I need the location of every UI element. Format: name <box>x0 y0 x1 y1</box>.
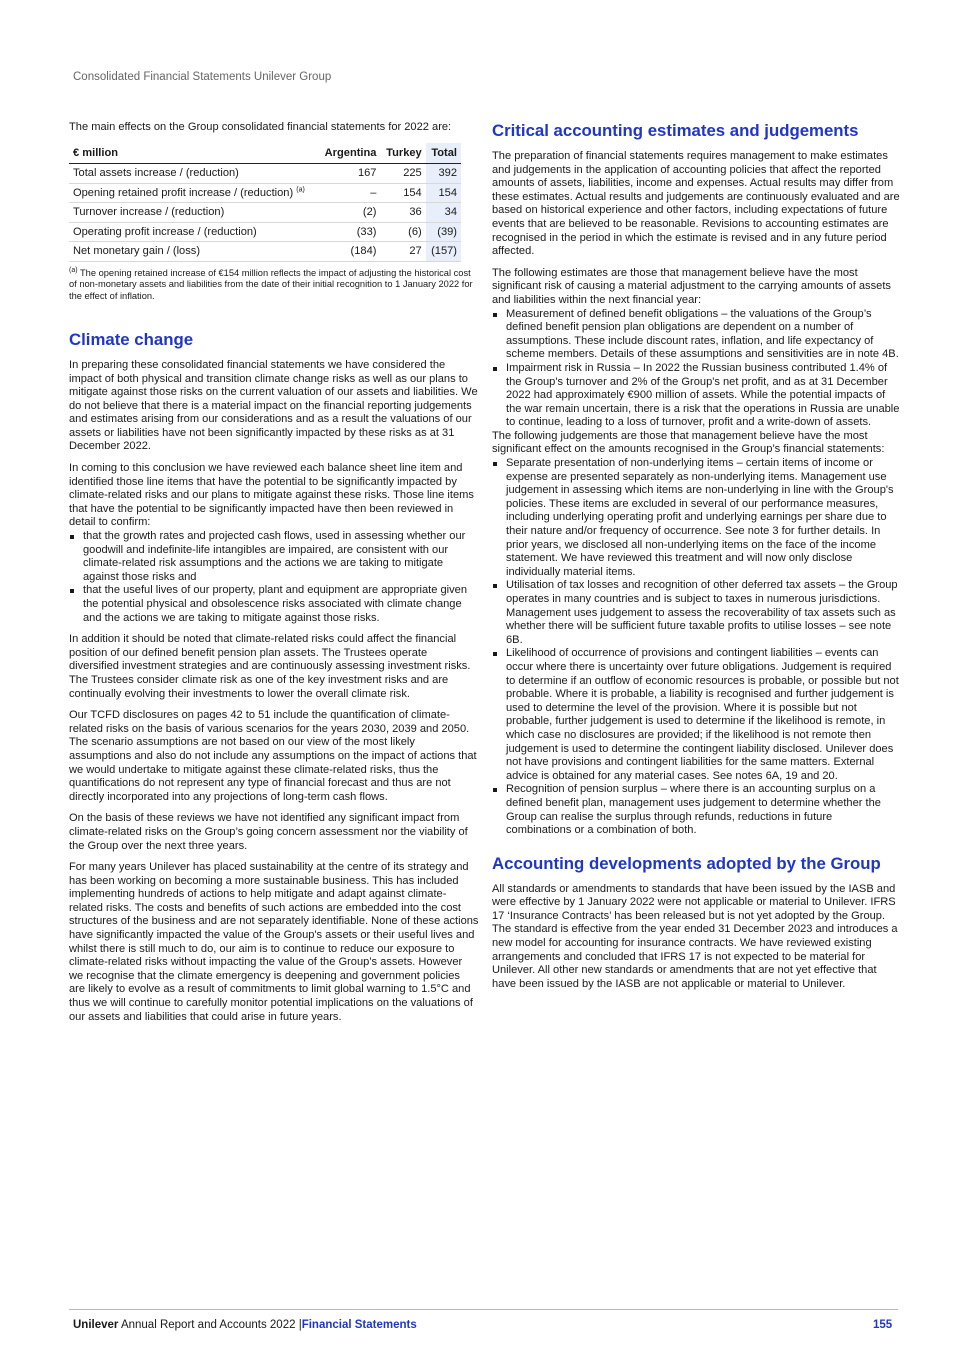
critical-paragraph: The following judgements are those that management believe have the most significant effect on the amounts recognised in the Group’s financial statements: <box>492 429 885 456</box>
row-label: Total assets increase / (reduction) <box>69 164 318 184</box>
row-label: Net monetary gain / (loss) <box>69 242 318 262</box>
climate-change-heading: Climate change <box>69 329 194 349</box>
running-header: Consolidated Financial Statements Unilever Group <box>73 71 332 83</box>
cell-turkey: (6) <box>380 222 425 242</box>
footer-divider <box>69 1309 898 1310</box>
estimates-list <box>492 308 900 430</box>
table-row <box>69 222 461 242</box>
climate-paragraph: In preparing these consolidated financial statements we have considered the impact of both physical and transition climate change risks as well as our plans to mitigate against those risks on the current valuation of our assets and liabilities. We do not believe that there is a material impact on the financial reporting judgements and estimates arising from our considerations and as a result the valuations of our assets or liabilities have not been significantly impacted by these risks as at 31 December 2022. <box>69 358 478 453</box>
row-label: Operating profit increase / (reduction) <box>69 222 318 242</box>
table-row <box>69 203 461 223</box>
list-item: Impairment risk in Russia – In 2022 the Russian business contributed 1.4% of the Group's turnover and 2% of the Group's net profit, and as at 31 December 2022 had approximately €900 million of assets. While the potential impacts of the war remain uncertain, there is a risk that the operations in Russia are unable to continue, leading to a loss of turnover, profit and a write-down of assets. <box>492 362 900 430</box>
cell-total: 392 <box>426 164 461 184</box>
header-total: Total <box>426 143 461 164</box>
table-row <box>69 183 461 203</box>
cell-total: (157) <box>426 242 461 262</box>
list-item: that the useful lives of our property, plant and equipment are appropriate given the potential physical and obsolescence risks associated with climate change and the actions we are taking to mitigate against those risks. <box>69 584 479 625</box>
cell-turkey: 27 <box>380 242 425 262</box>
list-item: Utilisation of tax losses and recognition of other deferred tax assets – the Group operates in many countries and is subject to taxes in numerous jurisdictions. Management uses judgement to assess the recoverability of tax assets such as whether there will be sufficient future taxable profits to utilise losses – see note 6B. <box>492 579 900 647</box>
climate-paragraph: On the basis of these reviews we have not identified any significant impact from climate-related risks on the Group’s going concern assessment nor the viability of the Group over the next three years. <box>69 812 468 852</box>
right-column <box>492 121 900 999</box>
effects-table <box>69 143 461 262</box>
footnote-text: The opening retained increase of €154 million reflects the impact of adjusting the historical cost of non-monetary assets and liabilities from the date of their initial recognition to 1 January 2022 for the effect of inflation. <box>69 267 473 301</box>
critical-paragraph: The preparation of financial statements requires management to make estimates and judgements in the application of accounting policies that affect the reported amounts of assets, liabilities, income and expenses. Actual results may differ from these estimates. Actual results and judgements are continuously evaluated and are based on historical experience and other factors, including expectations of future events that are believed to be reasonable. Revisions to accounting estimates are recognised in the period in which the estimate is revised and in any future period affected. <box>492 150 900 258</box>
climate-bullet-list <box>69 530 479 625</box>
list-item: Measurement of defined benefit obligations – the valuations of the Group’s defined benefit pension plan obligations are dependent on a number of assumptions. These include discount rates, inflation, and life expectancy of scheme members. Details of these assumptions and sensitivities are in note 4B. <box>492 308 900 362</box>
page-footer <box>73 1319 417 1331</box>
cell-argentina: – <box>318 183 380 203</box>
cell-argentina: (184) <box>318 242 380 262</box>
critical-estimates-heading: Critical accounting estimates and judgements <box>492 121 859 140</box>
cell-total: 154 <box>426 183 461 203</box>
accounting-developments-heading: Accounting developments adopted by the Group <box>492 853 881 873</box>
developments-paragraph: All standards or amendments to standards that have been issued by the IASB and were effective by 1 January 2022 were not applicable or material to Unilever. IFRS 17 ‘Insurance Contracts’ has been released but is not yet adopted by the Group. The standard is effective from the year ended 31 December 2023 and introduces a new model for accounting for insurance contracts. We have reviewed existing arrangements and concluded that IFRS 17 is not expected to be material for Unilever. All other new standards or amendments that are not yet effective that have been issued by the IASB are not applicable or material to Unilever. <box>492 882 898 990</box>
judgements-list <box>492 457 900 838</box>
cell-turkey: 225 <box>380 164 425 184</box>
row-label-cell <box>69 183 318 203</box>
table-footnote <box>69 268 479 302</box>
climate-paragraph: In addition it should be noted that climate-related risks could affect the financial position of our defined benefit pension plan assets. The Trustees operate diversified investment strategies and are continuously assessing investment risks. The Trustees consider climate risk as one of the key investment risks and are continually evolving their investments to lower the overall climate risk. <box>69 633 471 700</box>
cell-argentina: (33) <box>318 222 380 242</box>
footnote-marker: (a) <box>69 266 78 274</box>
climate-paragraph: Our TCFD disclosures on pages 42 to 51 include the quantification of climate-related risks on the basis of various scenarios for the years 2030, 2039 and 2050. The scenario assumptions are not based on our view of the most likely assumptions and also do not include any assumptions on the impact of actions that we would undertake to mitigate against these climate-related risks, thus the quantifications do not represent any type of financial forecast and thus are not directly incorporated into any projections of long-term cash flows. <box>69 709 477 803</box>
cell-total: (39) <box>426 222 461 242</box>
header-argentina: Argentina <box>318 143 380 164</box>
footer-separator: | <box>298 1319 302 1331</box>
header-turkey: Turkey <box>380 143 425 164</box>
header-million: € million <box>69 143 318 164</box>
table-header-row <box>69 143 461 164</box>
critical-paragraph: The following estimates are those that management believe have the most significant risk of causing a material adjustment to the carrying amounts of assets and liabilities within the next financial year: <box>492 266 891 306</box>
row-label: Turnover increase / (reduction) <box>69 203 318 223</box>
list-item: that the growth rates and projected cash flows, used in assessing whether our goodwill and indefinite-life intangibles are impaired, are consistent with our climate-related risk assumptions and the actions we are taking to mitigate against those risks and <box>69 530 479 584</box>
page-number: 155 <box>873 1319 893 1331</box>
cell-turkey: 36 <box>380 203 425 223</box>
cell-turkey: 154 <box>380 183 425 203</box>
climate-paragraph: In coming to this conclusion we have reviewed each balance sheet line item and identified those line items that have the potential to be significantly impacted by climate-related risks and our plans to mitigate against these risks. Those line items that have the potential to be significantly impacted have then been reviewed in detail to confirm: <box>69 462 474 529</box>
footer-brand: Unilever <box>73 1319 119 1331</box>
cell-argentina: (2) <box>318 203 380 223</box>
row-label: Opening retained profit increase / (reduction) <box>73 186 294 199</box>
list-item: Recognition of pension surplus – where there is an accounting surplus on a defined benefit plan, management uses judgement to determine whether the Group can realise the surplus through refunds, reductions in future combinations or a combination of both. <box>492 783 900 837</box>
cell-argentina: 167 <box>318 164 380 184</box>
intro-text: The main effects on the Group consolidated financial statements for 2022 are: <box>69 121 452 133</box>
footer-section-link[interactable]: Financial Statements <box>301 1319 417 1331</box>
climate-paragraph: For many years Unilever has placed sustainability at the centre of its strategy and has been working on becoming a more sustainable business. This has included implementing hundreds of actions to help mitigate and adapt against climate-related risks. The costs and benefits of such actions are embedded into the cost structures of the business and are not separately identifiable. None of these actions have significantly impacted the value of the Group's assets or their useful lives and whilst there is still much to do, our aim is to continue to reduce our exposure to climate-related risks without impacting the value of the Group’s assets. However we recognise that the climate emergency is deepening and government policies are likely to evolve as a result of commitments to limit global warning to 1.5°C and thus we will continue to carefully monitor potential implications on the valuations of our assets and liabilities that could arise in future years. <box>69 861 479 1023</box>
cell-total: 34 <box>426 203 461 223</box>
list-item: Separate presentation of non-underlying items – certain items of income or expense are presented separately as non-underlying items. Management use judgement in assessing which items are non-underlying in line with the Group's policies. These items are excluded in several of our performance measures, including underlying operating profit and underlying earnings per share due to their nature and/or frequency of occurrence. See note 3 for further details. In prior years, we disclosed all non-underlying items on the face of the income statement. We have reviewed this treatment and will now only disclose individually material items. <box>492 457 900 579</box>
footnote-ref: (a) <box>296 186 305 193</box>
footer-report-title: Annual Report and Accounts 2022 <box>120 1319 296 1331</box>
table-row <box>69 164 461 184</box>
left-column <box>69 121 479 1032</box>
list-item: Likelihood of occurrence of provisions and contingent liabilities – events can occur where there is uncertainty over future obligations. Judgement is required to determine if an outflow of economic resources is probable, or possible but not probable. Where it is probable, a liability is recognised and further judgement is used to determine the level of the provision. Where it is possible but not probable, further judgement is used to determine if the likelihood is remote, in which case no disclosures are provided; if the likelihood is not remote then judgement is used to determine the contingent liability disclosed. Unilever does not have provisions and contingent liabilities for the same matters. External advice is obtained for any material cases. See notes 6A, 19 and 20. <box>492 647 900 783</box>
table-row <box>69 242 461 262</box>
